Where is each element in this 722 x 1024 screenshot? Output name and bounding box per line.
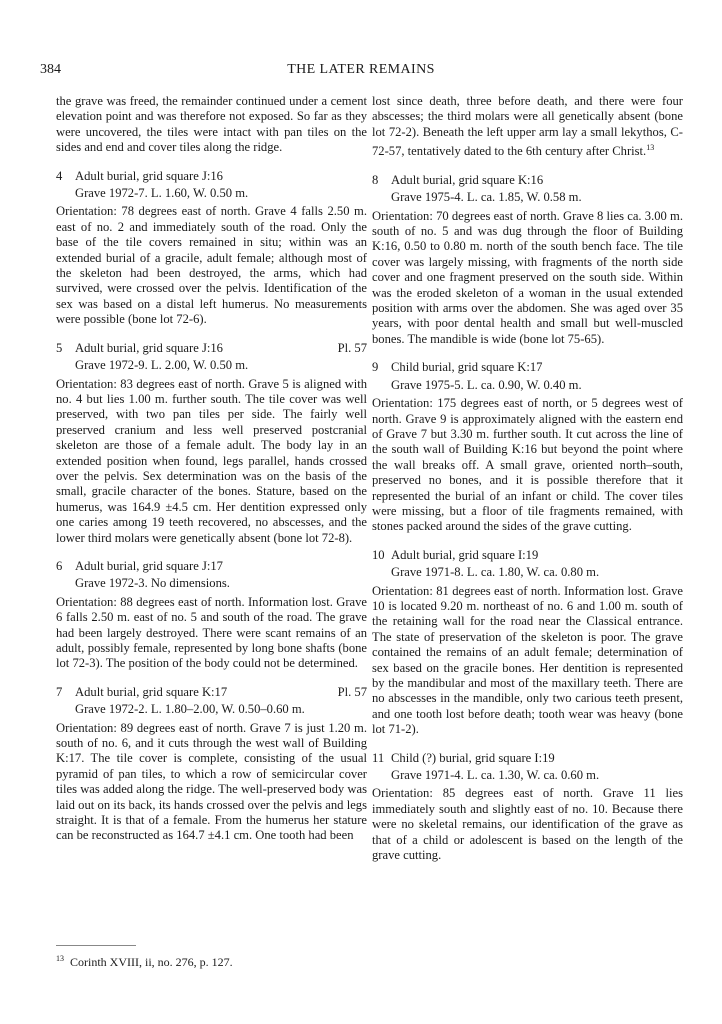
grave-entry bbox=[56, 169, 367, 328]
entry-description: Orientation: 83 degrees east of north. Grave 5 is aligned with no. 4 but lies 1.00 m. further south. The tile cover was well preserved, with two pan tiles per side. The fairly well preserved cranium and less well preserved postcranial skeleton are those of a female adult. The body lay in an extended position when found, legs parallel, hands crossed over the pelvis. Sex determination was on the basis of the small, gracile character of the bones. Stature, based on the humerus, was 164.9 ±4.5 cm. Her dentition expressed only one caries among 19 teeth recovered, no abscesses, and the lower third molars were genetically absent (bone lot 72-8). bbox=[56, 376, 367, 545]
entry-title: Adult burial, grid square K:17 bbox=[75, 684, 228, 699]
grave-dimensions: Grave 1972-9. L. 2.00, W. 0.50 m. bbox=[75, 358, 249, 373]
continuation-paragraph: the grave was freed, the remainder continued under a cement elevation point and was therefore not exposed. So far as they were uncovered, the tiles were intact with pan tiles on the sides and end and cover tiles along the ridge. bbox=[56, 94, 367, 155]
entry-heading bbox=[372, 360, 683, 375]
grave-dimensions: Grave 1975-5. L. ca. 0.90, W. 0.40 m. bbox=[391, 377, 582, 392]
entry-heading bbox=[372, 173, 683, 188]
footnote-rule bbox=[56, 945, 136, 946]
grave-entry bbox=[372, 751, 683, 864]
grave-entry bbox=[56, 341, 367, 546]
entry-description: Orientation: 89 degrees east of north. Grave 7 is just 1.20 m. south of no. 6, and it cuts through the west wall of Building K:17. The tile cover is complete, consisting of the usual pyramid of pan tiles, to which a row of semicircular cover tiles was added along the ridge. The well-preserved body was laid out on its back, its hands crossed over the pelvis and legs straight. It is that of a female. From the humerus her stature can be reconstructed as 164.7 ±4.1 cm. One tooth had been bbox=[56, 720, 367, 843]
grave-entry bbox=[372, 548, 683, 738]
running-title: THE LATER REMAINS bbox=[287, 62, 435, 77]
entry-description: Orientation: 85 degrees east of north. Grave 11 lies immediately south and slightly east of no. 10. Because there were no skeletal remains, our identification of the grave as that of a child or adolescent is based on the length of the grave cutting. bbox=[372, 786, 683, 863]
grave-dimensions: Grave 1975-4. L. ca. 1.85, W. 0.58 m. bbox=[391, 190, 582, 205]
entry-heading bbox=[56, 341, 367, 356]
entry-title: Adult burial, grid square J:17 bbox=[75, 558, 223, 573]
entry-title: Adult burial, grid square K:16 bbox=[391, 172, 544, 187]
entry-heading bbox=[372, 751, 683, 766]
entry-title: Child burial, grid square K:17 bbox=[391, 360, 543, 375]
page-header bbox=[40, 62, 682, 80]
entry-title: Adult burial, grid square J:16 bbox=[75, 340, 223, 355]
entry-heading bbox=[56, 169, 367, 184]
footnote-reference: 13 bbox=[646, 143, 655, 153]
grave-dimensions: Grave 1972-2. L. 1.80–2.00, W. 0.50–0.60 m. bbox=[75, 702, 305, 717]
entry-title: Adult burial, grid square I:19 bbox=[391, 547, 539, 562]
entry-number: 5 bbox=[56, 340, 63, 355]
left-entries bbox=[56, 169, 367, 844]
right-column bbox=[372, 94, 683, 863]
entry-description: Orientation: 81 degrees east of north. Information lost. Grave 10 is located 9.20 m. northeast of no. 6 and 1.00 m. south of the retaining wall for the road near the Classical entrance. The state of preservation of the skeleton is poor. The grave contained the remains of an adult female; determination of sex based on the gracile bones. Her dentition is represented by the mandibular and most of the maxillary teeth. There are no abscesses in the mandible, only two carious teeth present, and one tooth lost before death; tooth wear was heavy (bone lot 71-2). bbox=[372, 583, 683, 737]
left-column bbox=[56, 94, 367, 844]
entry-title: Child (?) burial, grid square I:19 bbox=[391, 750, 555, 765]
continuation-text: lost since death, three before death, and there were four abscesses; the third molars were all genetically absent (bone lot 72-2). Beneath the left upper arm lay a small lekythos, C-72-57, tentatively dated to the 6th century after Christ. bbox=[372, 94, 683, 159]
entry-description: Orientation: 78 degrees east of north. Grave 4 falls 2.50 m. east of no. 2 and immediately south of the road. Only the base of the tile covers remained in situ; within was an extended burial of a gracile, adult female; although most of the skeleton had been destroyed, the arms, which had survived, were crossed over the pelvis. Identification of the sex was based on a distal left humerus. No measurements were possible (bone lot 72-6). bbox=[56, 204, 367, 327]
entry-number: 7 bbox=[56, 684, 63, 699]
right-entries bbox=[372, 173, 683, 864]
grave-dimensions: Grave 1972-3. No dimensions. bbox=[75, 576, 230, 591]
grave-entry bbox=[372, 360, 683, 534]
entry-number: 8 bbox=[372, 172, 379, 187]
entry-number: 9 bbox=[372, 360, 379, 375]
entry-title: Adult burial, grid square J:16 bbox=[75, 168, 223, 183]
grave-dimensions: Grave 1971-4. L. ca. 1.30, W. ca. 0.60 m. bbox=[391, 768, 600, 783]
entry-number: 4 bbox=[56, 168, 63, 183]
entry-description: Orientation: 70 degrees east of north. Grave 8 lies ca. 3.00 m. south of no. 5 and was dug through the floor of Building K:16, 0.50 to 0.80 m. north of the south bench face. The tile cover was largely missing, with fragments of the north side cover and one fragment preserved on the south side. Within was the eroded skeleton of a woman in the usual extended position with arms over the abdomen. She was aged over 35 years, with poor dental health and small but well-muscled bones. The mandible is wide (bone lot 75-65). bbox=[372, 208, 683, 346]
page-number: 384 bbox=[40, 62, 61, 77]
footnote-mark: 13 bbox=[56, 954, 64, 963]
entry-number: 10 bbox=[372, 547, 385, 562]
continuation-paragraph bbox=[372, 94, 683, 160]
entry-heading bbox=[56, 685, 367, 700]
entry-description: Orientation: 175 degrees east of north, or 5 degrees west of north. Grave 9 is approximately aligned with the eastern end of Grave 7 but 3.30 m. further south. It cut across the line of the south wall of Building K:16 but beyond the point where the wall breaks off. A small grave, oriented north–south, preserved no bones, and it is possible therefore that it represented the burial of an infant or child. The cover tiles were missing, but a floor of tile fragments remained, with stones packed around the sides of the grave cutting. bbox=[372, 396, 683, 534]
entry-description: Orientation: 88 degrees east of north. Information lost. Grave 6 falls 2.50 m. east of no. 5 and south of the road. The grave had been largely destroyed. There were scant remains of an adult, possibly female, represented by long bone shafts (bone lot 72-3). The position of the body could not be determined. bbox=[56, 594, 367, 671]
grave-entry bbox=[372, 173, 683, 347]
grave-entry bbox=[56, 685, 367, 844]
footnote bbox=[56, 954, 233, 970]
entry-number: 11 bbox=[372, 750, 385, 765]
plate-reference: Pl. 57 bbox=[337, 340, 367, 355]
plate-reference: Pl. 57 bbox=[337, 684, 367, 699]
entry-number: 6 bbox=[56, 558, 63, 573]
grave-dimensions: Grave 1971-8. L. ca. 1.80, W. ca. 0.80 m. bbox=[391, 565, 600, 580]
entry-heading bbox=[372, 548, 683, 563]
entry-heading bbox=[56, 559, 367, 574]
grave-dimensions: Grave 1972-7. L. 1.60, W. 0.50 m. bbox=[75, 186, 249, 201]
footnote-text: Corinth XVIII, ii, no. 276, p. 127. bbox=[70, 955, 233, 969]
grave-entry bbox=[56, 559, 367, 672]
